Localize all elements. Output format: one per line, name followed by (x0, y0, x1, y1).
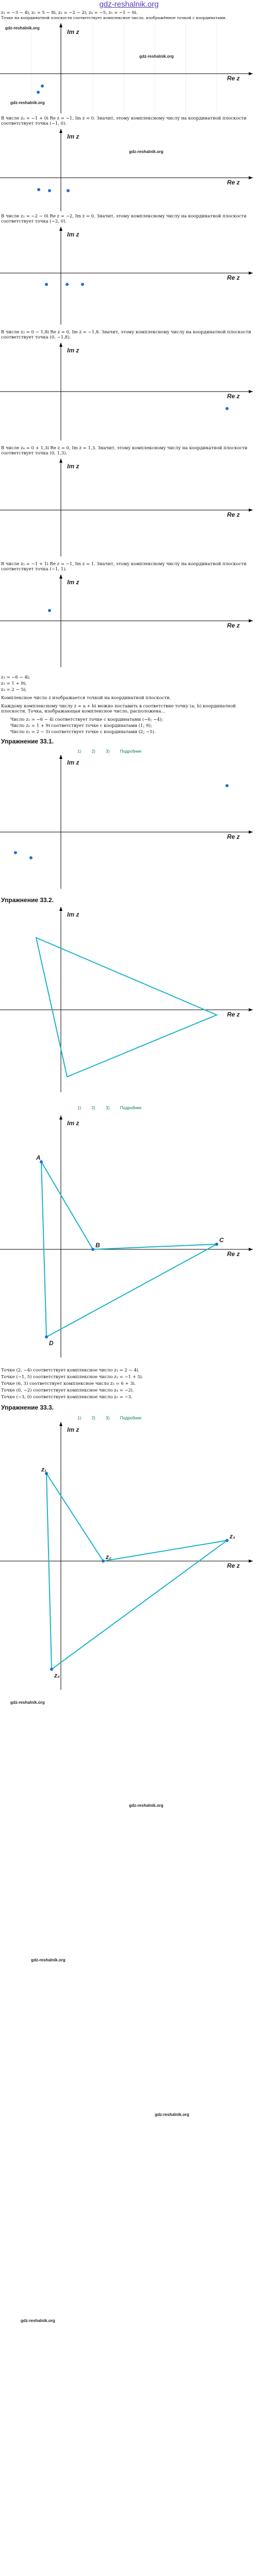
nav-3[interactable]: 3) (106, 1106, 110, 1110)
exercise-title-1: Упражнение 33.1. (1, 738, 54, 745)
complex-plane-2 (0, 129, 258, 211)
block2-line-2: z₂ = 1 + 9i; (1, 681, 27, 686)
block2-line-1: z₁ = −6 − 4i; (1, 675, 30, 680)
label-z2: z₂ (106, 1553, 111, 1561)
axis-im-label: Im z (67, 911, 79, 918)
exercise-2-plane (0, 907, 258, 1092)
exercise-nav-3 (77, 1413, 253, 1420)
axis-im-label: Im z (67, 1426, 79, 1433)
watermark: gdz-reshalnik.org (139, 54, 174, 59)
axis-im-label: Im z (67, 28, 79, 36)
section-6-text: В числе z₅ = −1 + 1i Re z = −1, Im z = 1. Значит, этому комплексному числу на координатной плоскости соответствует точка (−1, 1). (1, 562, 247, 572)
final-line-1: Точке (2, −4) соответствует комплексное число z₁ = 2 − 4i. (1, 1368, 140, 1373)
exercise-nav-2 (77, 1103, 253, 1110)
label-c: C (219, 1236, 224, 1244)
axis-re-label: Re z (227, 1011, 240, 1018)
axis-im-label: Im z (67, 759, 79, 766)
block2-bullet-1: Число z₁ = −6 − 4i соответствует точке с координатами (−6; −4); (10, 717, 163, 722)
nav-1[interactable]: 1) (77, 1416, 82, 1420)
axis-re-label: Re z (227, 622, 240, 629)
nav-1[interactable]: 1) (77, 749, 82, 754)
axis-re-label: Re z (227, 1250, 240, 1258)
complex-plane-6 (0, 574, 258, 667)
axis-re-label: Re z (227, 393, 240, 400)
nav-3[interactable]: 3) (106, 749, 110, 754)
more-link[interactable]: Подробнее (120, 749, 142, 754)
axis-im-label: Im z (67, 463, 79, 470)
section-1-note: Точке на координатной плоскости соответствует комплексное число, изображённое точкой с координатами. (1, 15, 227, 20)
final-line-4: Точке (0, −2) соответствует комплексное число z₄ = −2i. (1, 1388, 134, 1393)
site-title[interactable]: gdz-reshalnik.org (99, 0, 159, 9)
nav-1[interactable]: 1) (77, 1106, 82, 1110)
section-1-text: z₁ = −3 − 4i, z₂ = 5 − 8i, z₃ = −2 − 2i; z₄ = −5, z₅ = −1 − 6i. (1, 10, 138, 15)
complex-plane-3 (0, 227, 258, 325)
axis-re-label: Re z (227, 179, 240, 186)
block2-bullet-2: Число z₂ = 1 + 9i соответствует точке с координатами (1; 9); (10, 723, 152, 728)
exercise-3-plane (0, 1422, 258, 1690)
axis-re-label: Re z (227, 833, 240, 840)
complex-plane-1 (0, 23, 258, 113)
nav-3[interactable]: 3) (106, 1416, 110, 1420)
final-line-3: Точке (6, 3) соответствует комплексное число z₃ = 6 + 3i. (1, 1381, 136, 1386)
complex-plane-4 (0, 343, 258, 440)
watermark: gdz-reshalnik.org (155, 2112, 189, 2117)
label-d: D (49, 1340, 54, 1347)
section-5-text: В числе z₄ = 0 + 1,3i Re z = 0, Im z = 1,3. Значит, этому комплексному числу на координатной плоскости соответствует точка (0, 1,3). (1, 446, 248, 456)
label-z1: z₁ (41, 1466, 47, 1473)
more-link[interactable]: Подробнее (120, 1416, 142, 1420)
axis-im-label: Im z (67, 133, 79, 140)
section-2-text: В числе z₁ = −1 + 0i Re z = −1, Im z = 0. Значит, этому комплексному числу на координатной плоскости соответствует точка (−1, 0). (1, 116, 247, 126)
final-line-5: Точке (−3, 0) соответствует комплексное число z₅ = −3. (1, 1395, 133, 1400)
label-a: A (36, 1154, 41, 1161)
axis-re-label: Re z (227, 511, 240, 518)
axis-re-label: Re z (227, 274, 240, 281)
section-3-text: В числе z₂ = −2 − 0i Re z = −2, Im z = 0. Значит, этому комплексному числу на координатной плоскости соответствует точка (−2, 0). (1, 214, 247, 224)
nav-2[interactable]: 2) (91, 749, 95, 754)
watermark: gdz-reshalnik.org (10, 1700, 45, 1705)
final-line-2: Точке (−1, 5) соответствует комплексное число z₂ = −1 + 5i. (1, 1375, 143, 1380)
section-4-text: В числе z₃ = 0 − 1,8i Re z = 0, Im z = −1,8. Значит, этому комплексному числу на координатной плоскости соответствует точка (0, −1,8). (1, 330, 251, 340)
block2-line-3: z₃ = 2 − 5i; (1, 687, 27, 692)
complex-plane-5 (0, 459, 258, 556)
axis-re-label: Re z (227, 75, 240, 82)
watermark: gdz-reshalnik.org (129, 149, 164, 154)
label-z3: z₃ (230, 1533, 235, 1540)
watermark: gdz-reshalnik.org (31, 1958, 66, 1962)
block2-line-5: Каждому комплексному числу z = a + bi можно поставить в соответствие точку (a; b) координатной плоскости. Точка, изображающая комплексное число, расположена... (1, 704, 236, 714)
nav-2[interactable]: 2) (91, 1416, 95, 1420)
exercise-title-3: Упражнение 33.3. (1, 1404, 54, 1411)
exercise-title-2: Упражнение 33.2. (1, 896, 54, 904)
exercise-nav-1 (77, 746, 253, 753)
watermark: gdz-reshalnik.org (5, 26, 40, 30)
axis-im-label: Im z (67, 231, 79, 238)
nav-2[interactable]: 2) (91, 1106, 95, 1110)
block2-bullet-3: Число z₃ = 2 − 5i соответствует точке с координатами (2; −5). (10, 730, 156, 735)
exercise-2b-plane (0, 1115, 258, 1358)
watermark: gdz-reshalnik.org (21, 2318, 55, 2323)
label-z4: z₄ (54, 1672, 60, 1679)
axis-im-label: Im z (67, 347, 79, 354)
watermark: gdz-reshalnik.org (10, 100, 45, 105)
axis-im-label: Im z (67, 579, 79, 586)
axis-im-label: Im z (67, 1120, 79, 1127)
block2-line-4: Комплексное число z изображается точкой на координатной плоскости. (1, 696, 171, 701)
axis-re-label: Re z (227, 1562, 240, 1569)
watermark: gdz-reshalnik.org (129, 1803, 164, 1808)
exercise-1-plane (0, 755, 258, 889)
more-link[interactable]: Подробнее (120, 1106, 142, 1110)
label-b: B (95, 1242, 100, 1249)
